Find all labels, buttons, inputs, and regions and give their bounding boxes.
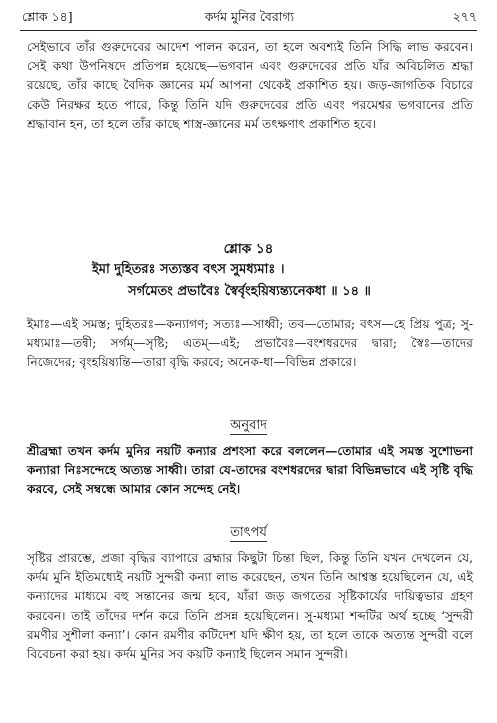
running-header [22, 9, 477, 29]
purport-heading: তাৎপর্য [230, 525, 267, 540]
translation-paragraph: শ্রীব্রহ্মা তখন কর্দম মুনির নয়টি কন্যার প্রশংসা করে বললেন—তোমার এই সমস্ত সুশোভনা কন্যারা নিঃসন্দেহে অত্যন্ত সাধ্বী। তারা যে-তাদের বংশধরদের দ্বারা বিভিন্নভাবে এই সৃষ্টি বৃদ্ধি করবে, সেই সম্বন্ধে আমার কোন সন্দেহ নেই। [27, 444, 473, 497]
synonyms-paragraph: ইমাঃ—এই সমস্ত; দুহিতরঃ—কন্যাগণ; সত্যঃ—সাধ্বী; তব—তোমার; বৎস—হে প্রিয় পুত্র; সু-মধ্যমাঃ—তন্বী; সর্গম্—সৃষ্টি; এতম্—এই; প্রভাবৈঃ—বংশধরদের দ্বারা; স্বৈঃ—তাদের নিজেদের; বৃংহয়িষ্যন্তি—তারা বৃদ্ধি করবে; অনেক-ধা—বিভিন্ন প্রকারে। [27, 317, 473, 370]
verse-line-2: সর্গমেতং প্রভাবৈঃ স্বৈর্বৃংহয়িষ্যন্ত্যনেকধা ॥ ১৪ ॥ [128, 284, 371, 299]
translation-heading: অনুবাদ [230, 418, 267, 433]
verse-line-1: ইমা দুহিতরঃ সত্যস্তব বৎস সুমধ্যমাঃ । [92, 262, 285, 277]
verse-heading: শ্লোক ১৪ [223, 241, 274, 257]
header-chapter-title: কর্দম মুনির বৈরাগ্য [204, 9, 295, 24]
purport-paragraph: সৃষ্টির প্রারম্ভে, প্রজা বৃদ্ধির ব্যাপারে ব্রহ্মার কিছুটা চিন্তা ছিল, কিন্তু তিনি যখন দেখলেন যে, কর্দম মুনি ইতিমধ্যেই নয়টি সুন্দরী কন্যা লাভ করেছেন, তখন তিনি আশ্বস্ত হয়েছিলেন যে, এই কন্যাদের মাধ্যমে বহু সন্তানের জন্ম হবে, যাঁরা জড় জগতের সৃষ্টিকার্যের দায়িত্বভার গ্রহণ করবেন। তাই তাঁদের দর্শন করে তিনি প্রসন্ন হয়েছিলেন। সু-মধ্যমা শব্দটির অর্থ হচ্ছে ‘সুন্দরী রমণীর সুশীলা কন্যা’। কোন রমণীর কটিদেশ যদি ক্ষীণ হয়, তা হলে তাকে অত্যন্ত সুন্দরী বলে বিবেচনা করা হয়। কর্দম মুনির সব কয়টি কন্যাই ছিলেন সমান সুন্দরী। [27, 551, 473, 662]
page-number: ২৭৭ [452, 9, 477, 24]
header-rule [20, 30, 477, 31]
header-verse-ref: শ্লোক ১৪] [22, 9, 73, 24]
purport-continued-paragraph: সেইভাবে তাঁর গুরুদেবের আদেশ পালন করেন, তা হলে অবশ্যই তিনি সিদ্ধি লাভ করবেন। সেই কথা উপনিষদে প্রতিপন্ন হয়েছে—ভগবান এবং গুরুদেবের প্রতি যাঁর অবিচলিত শ্রদ্ধা রয়েছে, তাঁর কাছে বৈদিক জ্ঞানের মর্ম আপনা থেকেই প্রকাশিত হয়। জড়-জাগতিক বিচারে কেউ নিরক্ষর হতে পারে, কিন্তু তিনি যদি গুরুদেবের প্রতি এবং পরমেশ্বর ভগবানের প্রতি শ্রদ্ধাবান হন, তা হলে তাঁর কাছে শাস্ত্র-জ্ঞানের মর্ম তৎক্ষণাৎ প্রকাশিত হবে। [27, 40, 473, 131]
